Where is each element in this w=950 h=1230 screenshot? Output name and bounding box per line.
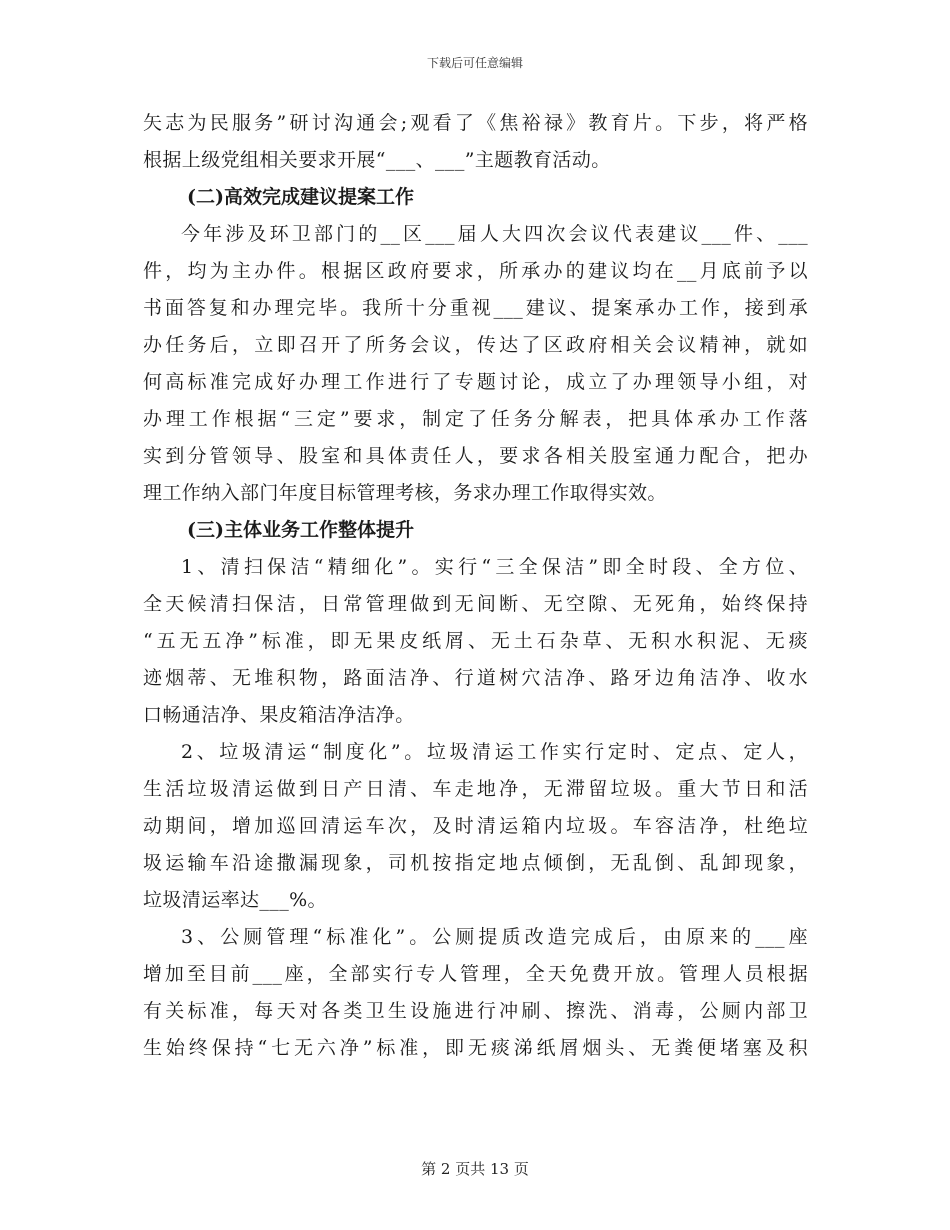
paragraph-line: 生始终保持“七无六净”标准，即无痰涕纸屑烟头、无粪便堵塞及积 [143, 1037, 808, 1059]
paragraph-line: 理工作纳入部门年度目标管理考核，务求办理工作取得实效。 [143, 482, 667, 504]
paragraph-line: 根据上级党组相关要求开展“___、___”主题教育活动。 [143, 149, 611, 171]
paragraph-line: “五无五净”标准，即无果皮纸屑、无土石杂草、无积水积泥、无痰 [143, 630, 808, 652]
paragraph-first-line: 今年涉及环卫部门的__区___届人大四次会议代表建议___件、___ [181, 223, 808, 245]
paragraph-line: 垃圾清运率达___%。 [143, 889, 327, 911]
paragraph-line: 圾运输车沿途撒漏现象，司机按指定地点倾倒，无乱倒、乱卸现象， [143, 852, 808, 874]
paragraph-line: 生活垃圾清运做到日产日清、车走地净，无滞留垃圾。重大节日和活 [143, 778, 808, 800]
paragraph-first-line: 2、垃圾清运“制度化”。垃圾清运工作实行定时、定点、定人， [181, 741, 808, 763]
paragraph-line: 有关标准，每天对各类卫生设施进行冲刷、擦洗、消毒，公厕内部卫 [143, 1000, 808, 1022]
document-body [143, 105, 808, 1067]
paragraph-first-line: 1、清扫保洁“精细化”。实行“三全保洁”即全时段、全方位、 [181, 556, 808, 578]
paragraph-line: 口畅通洁净、果皮箱洁净洁净。 [143, 704, 415, 726]
paragraph-line: 迹烟蒂、无堆积物，路面洁净、行道树穴洁净、路牙边角洁净、收水 [143, 667, 808, 689]
paragraph-line: 全天候清扫保洁，日常管理做到无间断、无空隙、无死角，始终保持 [143, 593, 808, 615]
paragraph-line: 实到分管领导、股室和具体责任人，要求各相关股室通力配合，把办 [143, 445, 808, 467]
page-number: 第 2 页共 13 页 [421, 1160, 529, 1178]
paragraph-line: 动期间，增加巡回清运车次，及时清运箱内垃圾。车容洁净，杜绝垃 [143, 815, 808, 837]
section-heading: (三)主体业务工作整体提升 [187, 519, 414, 541]
paragraph-line: 办理工作根据“三定”要求，制定了任务分解表，把具体承办工作落 [143, 408, 808, 430]
paragraph-line: 矢志为民服务”研讨沟通会;观看了《焦裕禄》教育片。下步，将严格 [143, 112, 808, 134]
page-header: 下载后可任意编辑 [426, 56, 523, 70]
paragraph-line: 增加至目前___座，全部实行专人管理，全天免费开放。管理人员根据 [143, 963, 808, 985]
paragraph-line: 件，均为主办件。根据区政府要求，所承办的建议均在__月底前予以 [143, 260, 808, 282]
paragraph-line: 何高标准完成好办理工作进行了专题讨论，成立了办理领导小组，对 [143, 371, 808, 393]
section-heading: (二)高效完成建议提案工作 [187, 186, 414, 208]
paragraph-line: 书面答复和办理完毕。我所十分重视___建议、提案承办工作，接到承 [143, 297, 808, 319]
paragraph-first-line: 3、公厕管理“标准化”。公厕提质改造完成后，由原来的___座 [181, 926, 808, 948]
paragraph-line: 办任务后，立即召开了所务会议，传达了区政府相关会议精神，就如 [143, 334, 808, 356]
